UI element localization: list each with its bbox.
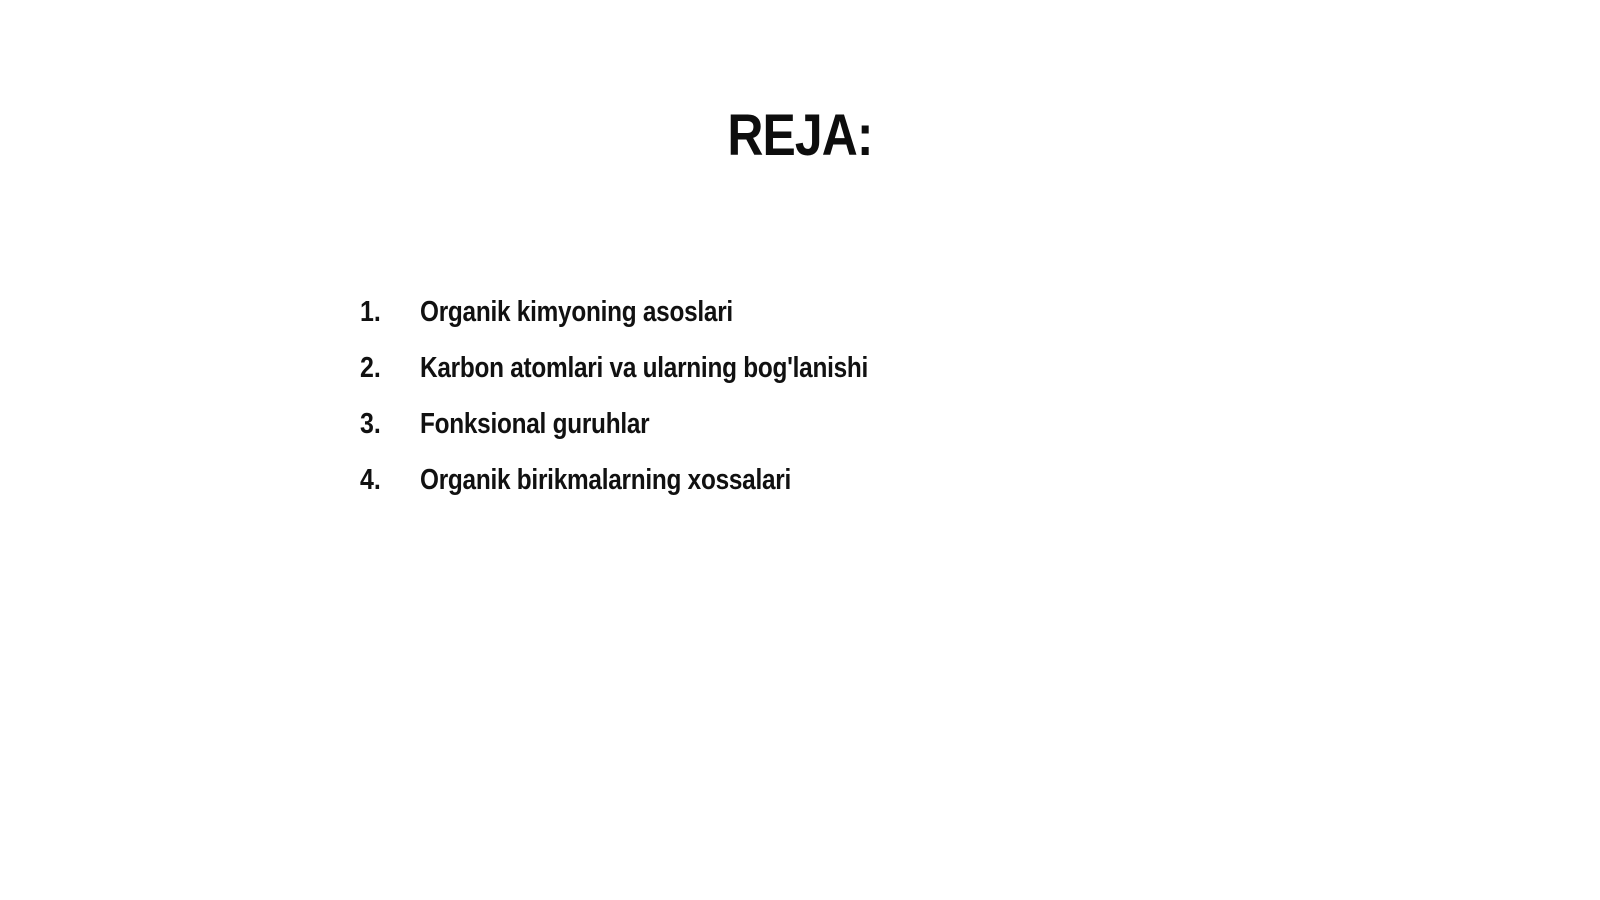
list-item-text: Karbon atomlari va ularning bog'lanishi [420, 352, 869, 384]
list-item-number: 1. [360, 296, 381, 328]
list-item-text: Organik kimyoning asoslari [420, 296, 733, 328]
list-item-number: 2. [360, 352, 381, 384]
list-item [360, 340, 953, 396]
list-item [360, 396, 953, 452]
plan-list [360, 284, 953, 508]
list-item [360, 452, 953, 508]
list-item-number: 3. [360, 408, 381, 440]
list-item [360, 284, 953, 340]
list-item-number: 4. [360, 464, 381, 496]
list-item-text: Organik birikmalarning xossalari [420, 464, 792, 496]
list-item-text: Fonksional guruhlar [420, 408, 650, 440]
slide-title: REJA: [727, 103, 873, 168]
